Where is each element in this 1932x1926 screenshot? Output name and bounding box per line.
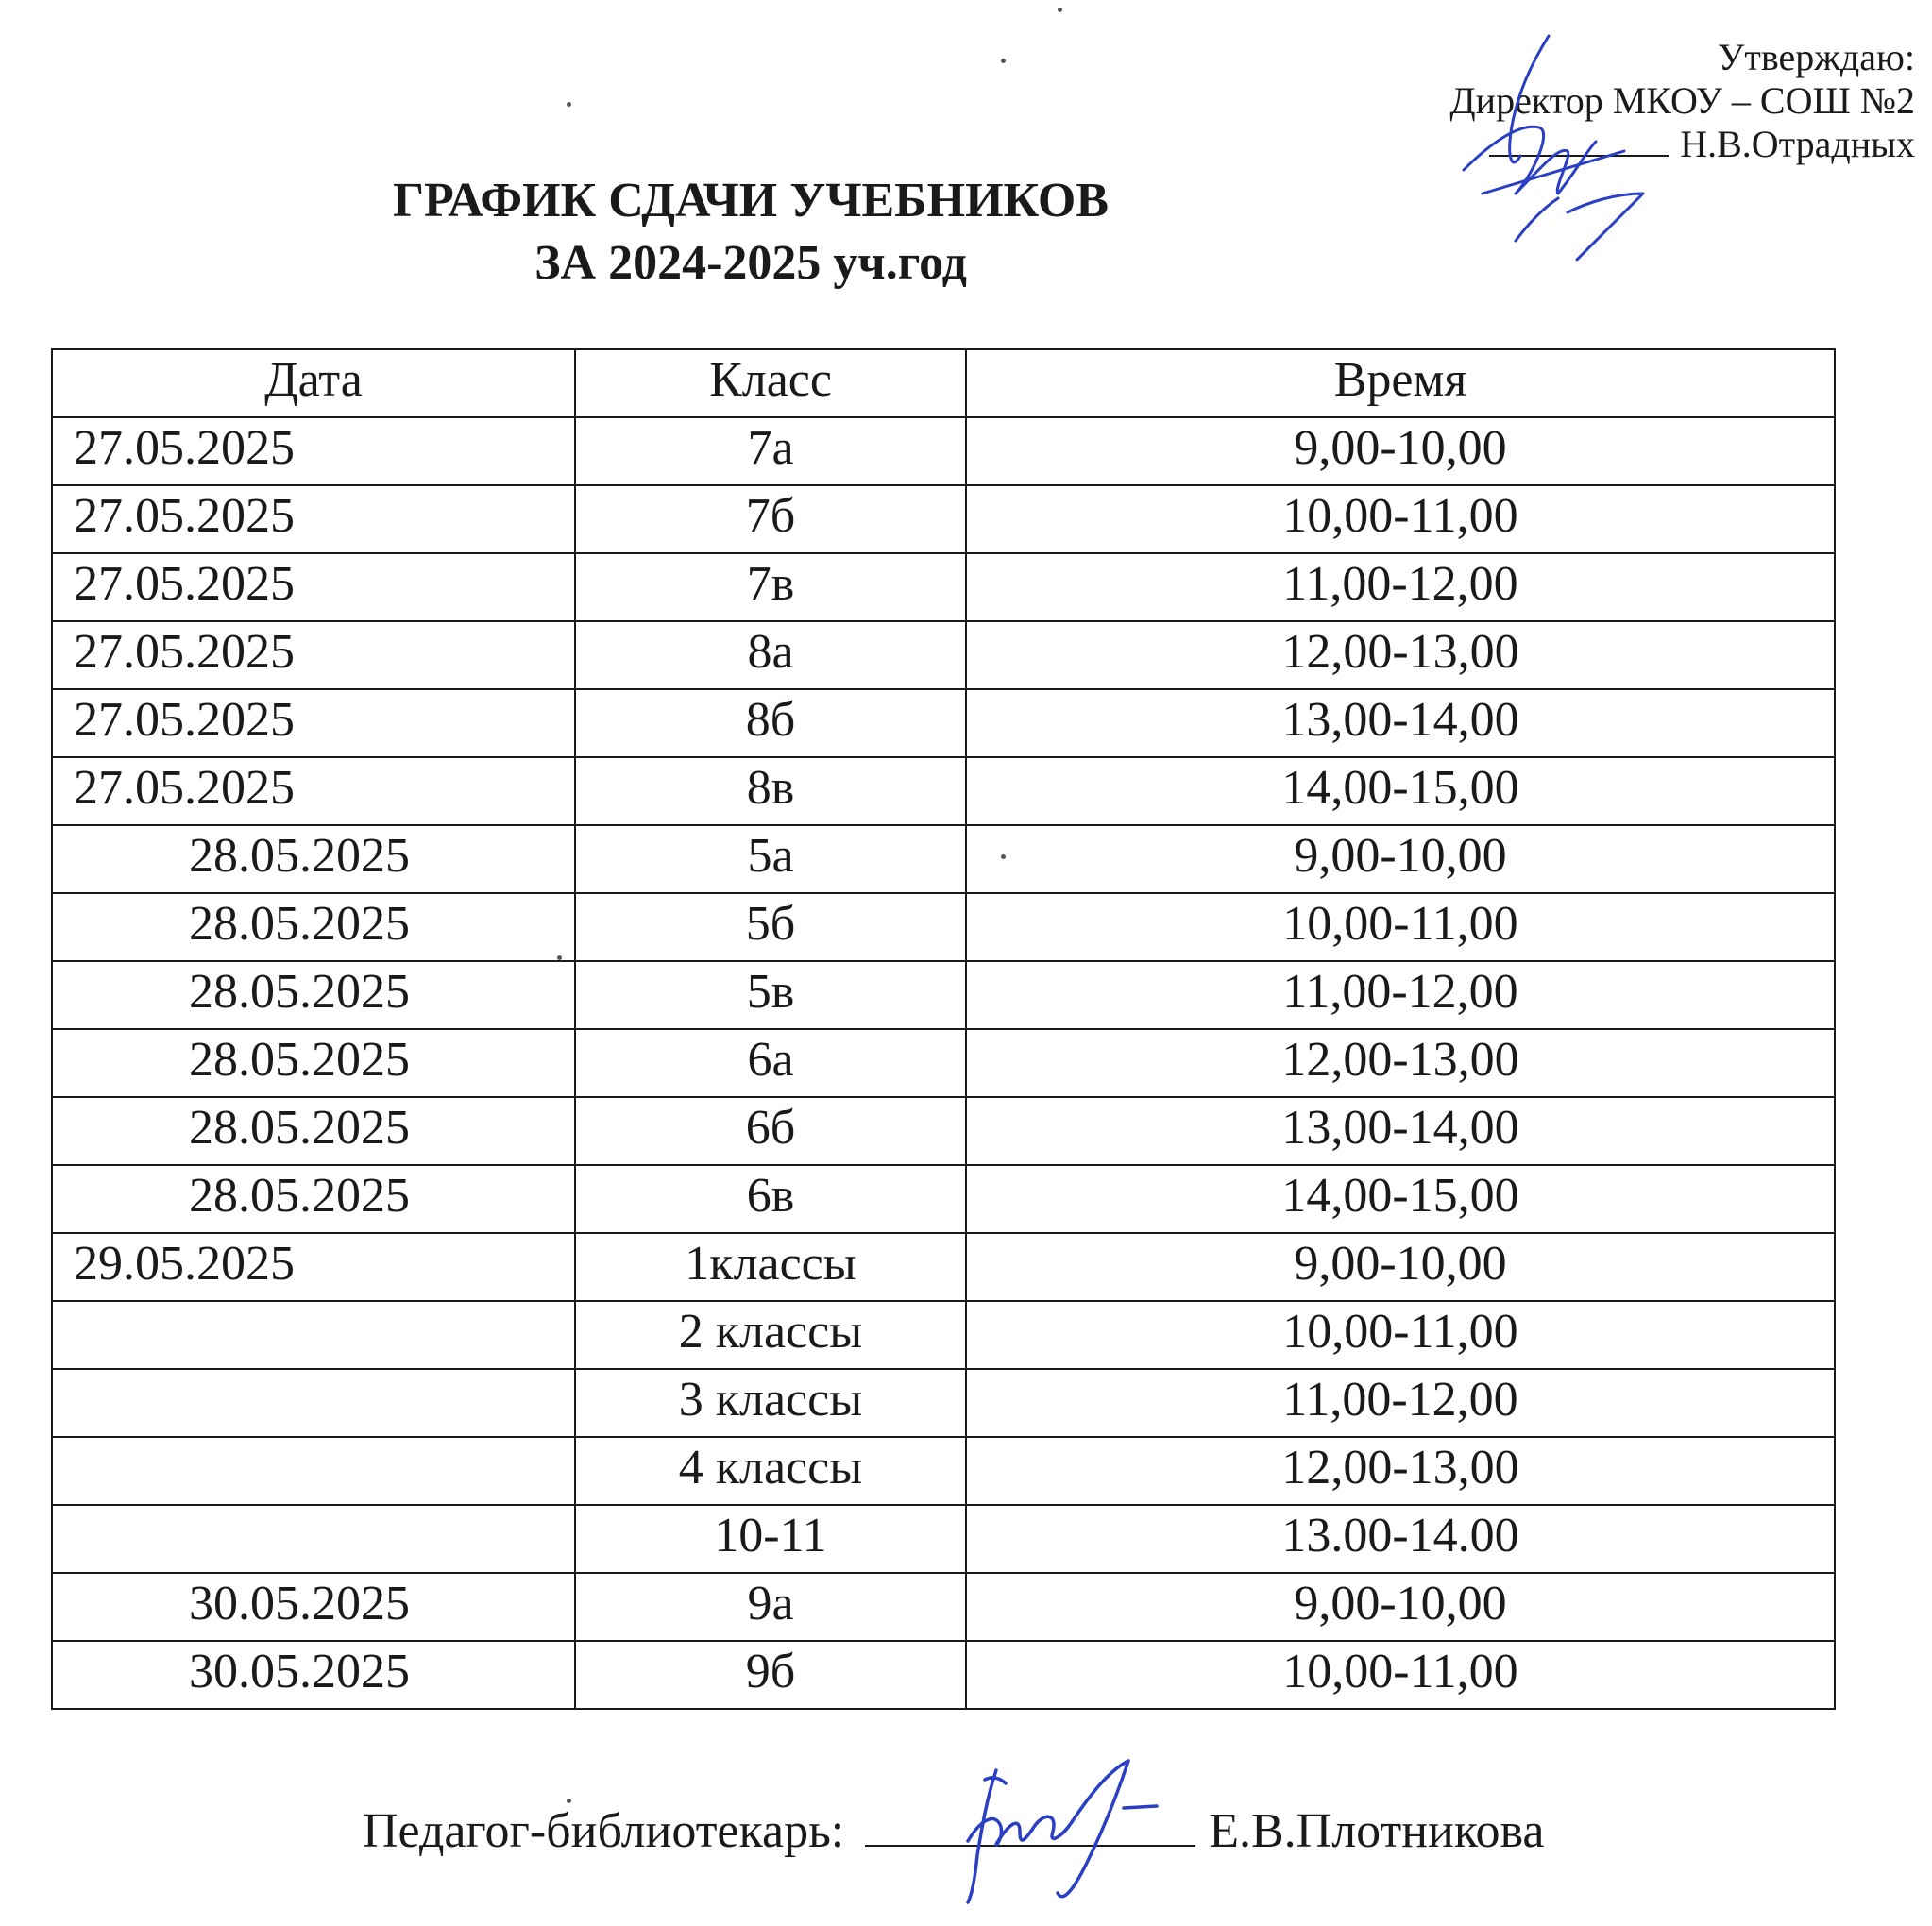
cell-class: 5а (575, 825, 966, 893)
cell-time: 12,00-13,00 (966, 621, 1835, 689)
cell-date: 28.05.2025 (52, 961, 575, 1029)
cell-date: 30.05.2025 (52, 1573, 575, 1641)
cell-time: 11,00-12,00 (966, 1369, 1835, 1437)
footer-role: Педагог-библиотекарь: (363, 1804, 845, 1858)
table-row (52, 1505, 1835, 1573)
cell-time: 11,00-12,00 (966, 961, 1835, 1029)
cell-class: 7а (575, 417, 966, 485)
header-time: Время (966, 349, 1835, 417)
cell-date: 27.05.2025 (52, 757, 575, 825)
table-row (52, 961, 1835, 1029)
scan-speck (1058, 8, 1062, 12)
table-row (52, 1165, 1835, 1233)
approval-heading: Утверждаю: (1718, 36, 1915, 78)
cell-date: 27.05.2025 (52, 417, 575, 485)
title-line-1: ГРАФИК СДАЧИ УЧЕБНИКОВ (392, 174, 1110, 228)
cell-class: 5в (575, 961, 966, 1029)
table-row (52, 485, 1835, 553)
librarian-signature-icon (930, 1751, 1195, 1912)
table-row (52, 1233, 1835, 1301)
cell-time: 9,00-10,00 (966, 1233, 1835, 1301)
table-row (52, 1437, 1835, 1505)
footer-name: Е.В.Плотникова (1209, 1804, 1545, 1858)
scan-speck (567, 102, 571, 107)
table-row (52, 1029, 1835, 1097)
table-row (52, 1573, 1835, 1641)
cell-class: 8в (575, 757, 966, 825)
schedule-table (51, 348, 1836, 1710)
cell-class: 7б (575, 485, 966, 553)
table-row (52, 689, 1835, 757)
cell-date: 28.05.2025 (52, 825, 575, 893)
cell-class: 3 классы (575, 1369, 966, 1437)
cell-time: 14,00-15,00 (966, 757, 1835, 825)
cell-time: 12,00-13,00 (966, 1437, 1835, 1505)
cell-date (52, 1301, 575, 1369)
cell-time: 10,00-11,00 (966, 1301, 1835, 1369)
cell-date: 27.05.2025 (52, 553, 575, 621)
scan-speck (557, 955, 562, 960)
cell-class: 8б (575, 689, 966, 757)
cell-time: 10,00-11,00 (966, 893, 1835, 961)
cell-time: 9,00-10,00 (966, 417, 1835, 485)
table-row (52, 553, 1835, 621)
title-line-2: ЗА 2024-2025 уч.год (534, 236, 967, 290)
cell-time: 13,00-14,00 (966, 1097, 1835, 1165)
cell-class: 1классы (575, 1233, 966, 1301)
cell-time: 13.00-14.00 (966, 1505, 1835, 1573)
cell-class: 4 классы (575, 1437, 966, 1505)
approval-name: Н.В.Отрадных (1680, 123, 1915, 165)
cell-time: 12,00-13,00 (966, 1029, 1835, 1097)
document-title (0, 170, 1501, 295)
table-row (52, 621, 1835, 689)
cell-date: 28.05.2025 (52, 1165, 575, 1233)
table-row (52, 417, 1835, 485)
cell-date: 28.05.2025 (52, 893, 575, 961)
table-row (52, 1301, 1835, 1369)
cell-time: 10,00-11,00 (966, 485, 1835, 553)
cell-date: 29.05.2025 (52, 1233, 575, 1301)
cell-class: 6в (575, 1165, 966, 1233)
header-date: Дата (52, 349, 575, 417)
cell-time: 10,00-11,00 (966, 1641, 1835, 1709)
scan-speck (1001, 854, 1006, 859)
cell-time: 13,00-14,00 (966, 689, 1835, 757)
header-class: Класс (575, 349, 966, 417)
cell-class: 10-11 (575, 1505, 966, 1573)
cell-date (52, 1437, 575, 1505)
cell-class: 2 классы (575, 1301, 966, 1369)
cell-class: 6б (575, 1097, 966, 1165)
cell-class: 9а (575, 1573, 966, 1641)
cell-time: 11,00-12,00 (966, 553, 1835, 621)
scan-speck (567, 1799, 571, 1803)
cell-class: 8а (575, 621, 966, 689)
cell-time: 14,00-15,00 (966, 1165, 1835, 1233)
cell-class: 9б (575, 1641, 966, 1709)
cell-date (52, 1505, 575, 1573)
cell-date: 27.05.2025 (52, 621, 575, 689)
cell-date (52, 1369, 575, 1437)
cell-date: 28.05.2025 (52, 1029, 575, 1097)
table-row (52, 1641, 1835, 1709)
cell-class: 5б (575, 893, 966, 961)
table-row (52, 1097, 1835, 1165)
cell-date: 27.05.2025 (52, 689, 575, 757)
scan-speck (1001, 59, 1006, 63)
cell-date: 27.05.2025 (52, 485, 575, 553)
approval-position: Директор МКОУ – СОШ №2 (1449, 79, 1915, 122)
cell-class: 7в (575, 553, 966, 621)
cell-date: 30.05.2025 (52, 1641, 575, 1709)
table-row (52, 893, 1835, 961)
table-row (52, 825, 1835, 893)
table-row (52, 757, 1835, 825)
table-header-row (52, 349, 1835, 417)
cell-time: 9,00-10,00 (966, 825, 1835, 893)
table-row (52, 1369, 1835, 1437)
cell-time: 9,00-10,00 (966, 1573, 1835, 1641)
cell-class: 6а (575, 1029, 966, 1097)
cell-date: 28.05.2025 (52, 1097, 575, 1165)
